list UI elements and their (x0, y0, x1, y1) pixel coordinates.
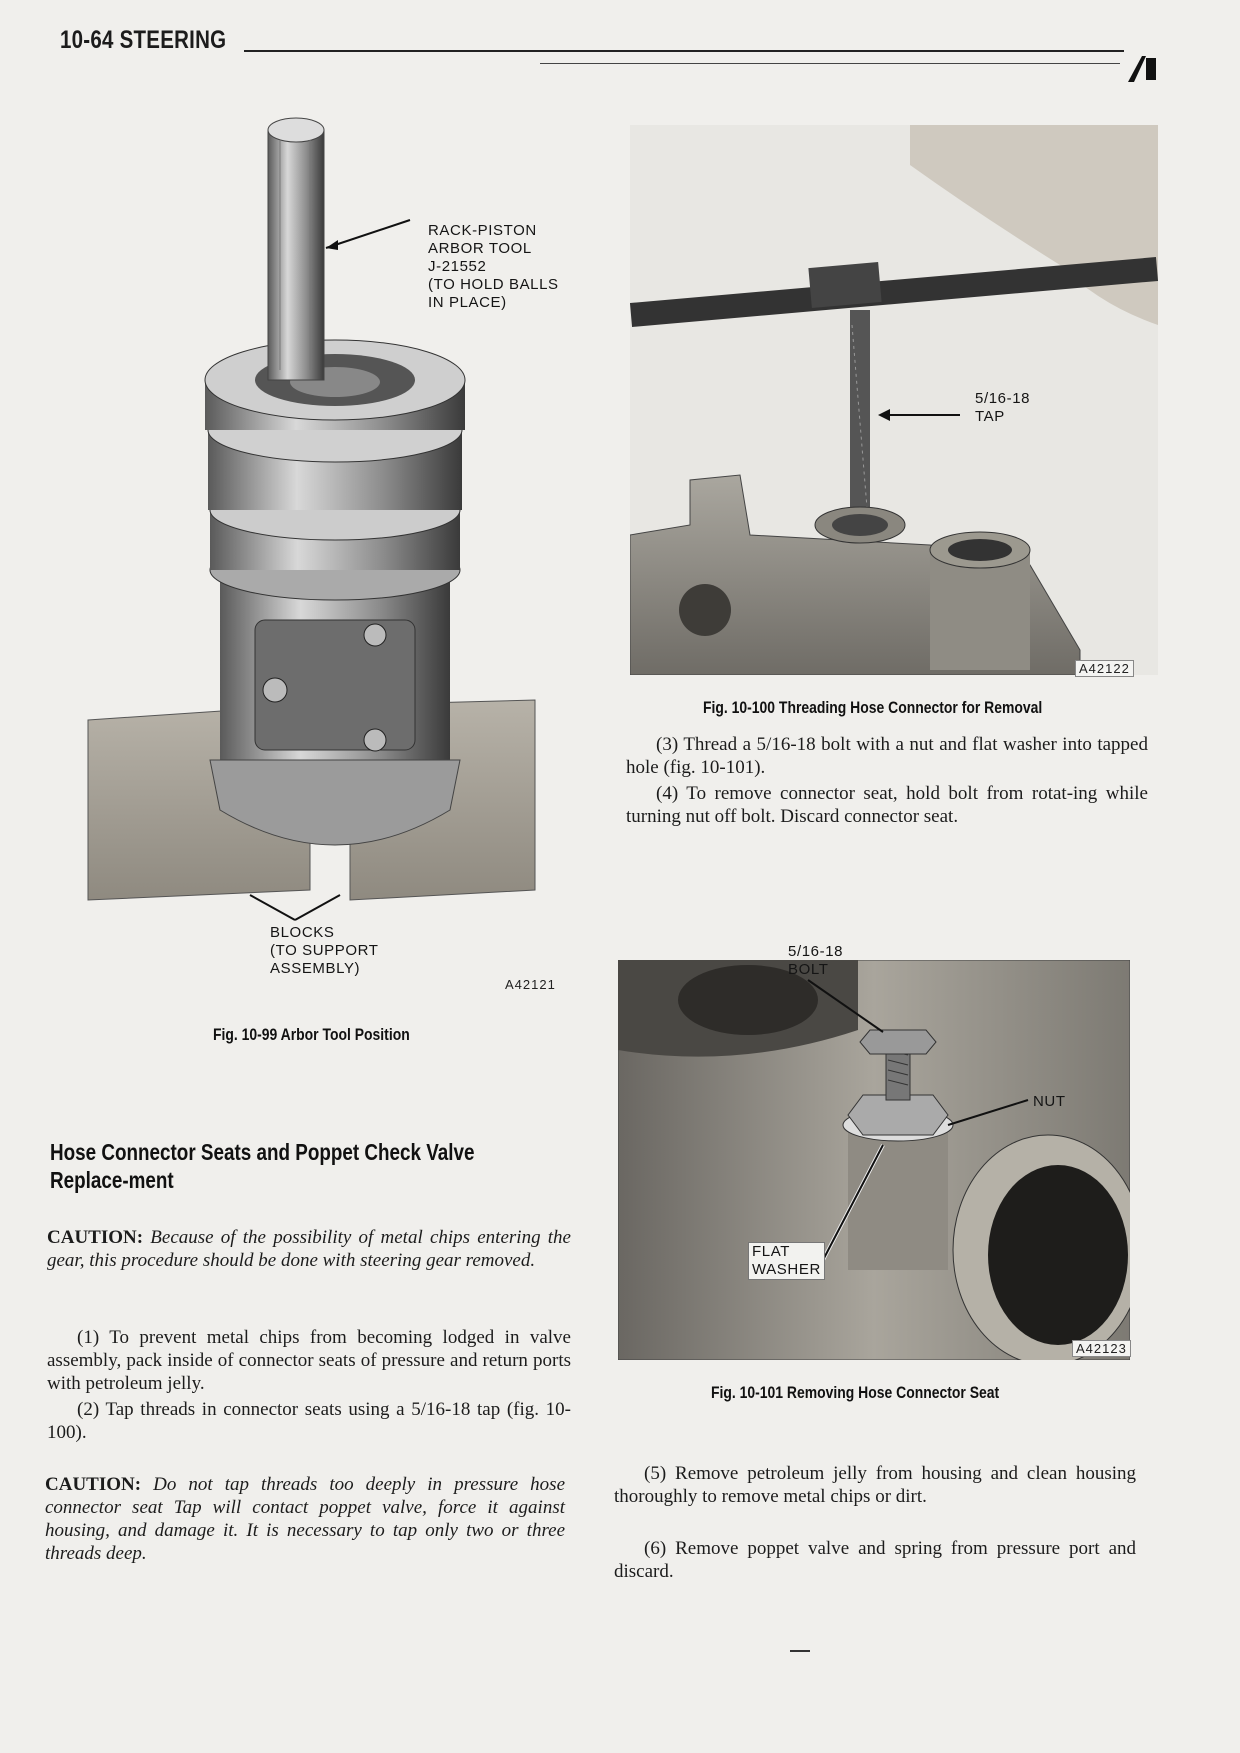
step-3-text: (3) Thread a 5/16-18 bolt with a nut and flat washer into tapped hole (fig. 10-101). (626, 734, 1148, 778)
caution-2-text: Do not tap threads too deeply in pressure hose connector seat Tap will contact poppet valve, force it against housing, and damage it. It is necessary to tap only two or three threads deep. (45, 1474, 565, 1564)
fig-99-caption: Fig. 10-99 Arbor Tool Position (213, 1025, 410, 1044)
threading-tap-photo (630, 125, 1158, 675)
section-heading: Hose Connector Seats and Poppet Check Valve Replace-ment (50, 1139, 475, 1193)
caution-1 (47, 1226, 571, 1272)
arbor-tool-callout: RACK-PISTON ARBOR TOOL J-21552 (TO HOLD BALLS IN PLACE) (428, 222, 559, 311)
connector-seat-photo (618, 960, 1130, 1360)
step-2-text: (2) Tap threads in connector seats using a 5/16-18 tap (fig. 10-100). (47, 1399, 571, 1443)
step-4-text: (4) To remove connector seat, hold bolt from rotat-ing while turning nut off bolt. Discard connector seat. (626, 783, 1148, 827)
corner-mark-icon (1128, 56, 1158, 82)
caution-2 (45, 1473, 565, 1565)
caution-1-label: CAUTION: (47, 1227, 144, 1248)
header-rule (244, 50, 1124, 52)
caution-2-label: CAUTION: (45, 1474, 142, 1495)
fig-100-caption: Fig. 10-100 Threading Hose Connector for Removal (703, 698, 1043, 717)
step-1-text: (1) To prevent metal chips from becoming lodged in valve assembly, pack inside of connector seats of pressure and return ports with petroleum jelly. (47, 1327, 571, 1394)
fig-99-code: A42121 (505, 977, 556, 992)
tap-callout: 5/16-18 TAP (975, 390, 1031, 425)
step-5-text: (5) Remove petroleum jelly from housing and clean housing thoroughly to remove metal chips or dirt. (614, 1463, 1136, 1507)
fig-101-caption: Fig. 10-101 Removing Hose Connector Seat (711, 1383, 1000, 1402)
step-6-text: (6) Remove poppet valve and spring from pressure port and discard. (614, 1538, 1136, 1582)
bolt-callout: 5/16-18 BOLT (788, 943, 844, 978)
fig-101-code: A42123 (1072, 1340, 1131, 1357)
flat-washer-callout: FLAT WASHER (748, 1242, 825, 1280)
page-header-title: 10-64 STEERING (60, 26, 227, 54)
blocks-callout: BLOCKS (TO SUPPORT ASSEMBLY) (270, 924, 379, 977)
bottom-rule (790, 1650, 810, 1652)
caution-1-text: Because of the possibility of metal chips entering the gear, this procedure should be done with steering gear removed. (47, 1227, 571, 1271)
nut-callout: NUT (1033, 1093, 1066, 1110)
header-rule-secondary (540, 63, 1120, 64)
fig-100-code: A42122 (1075, 660, 1134, 677)
